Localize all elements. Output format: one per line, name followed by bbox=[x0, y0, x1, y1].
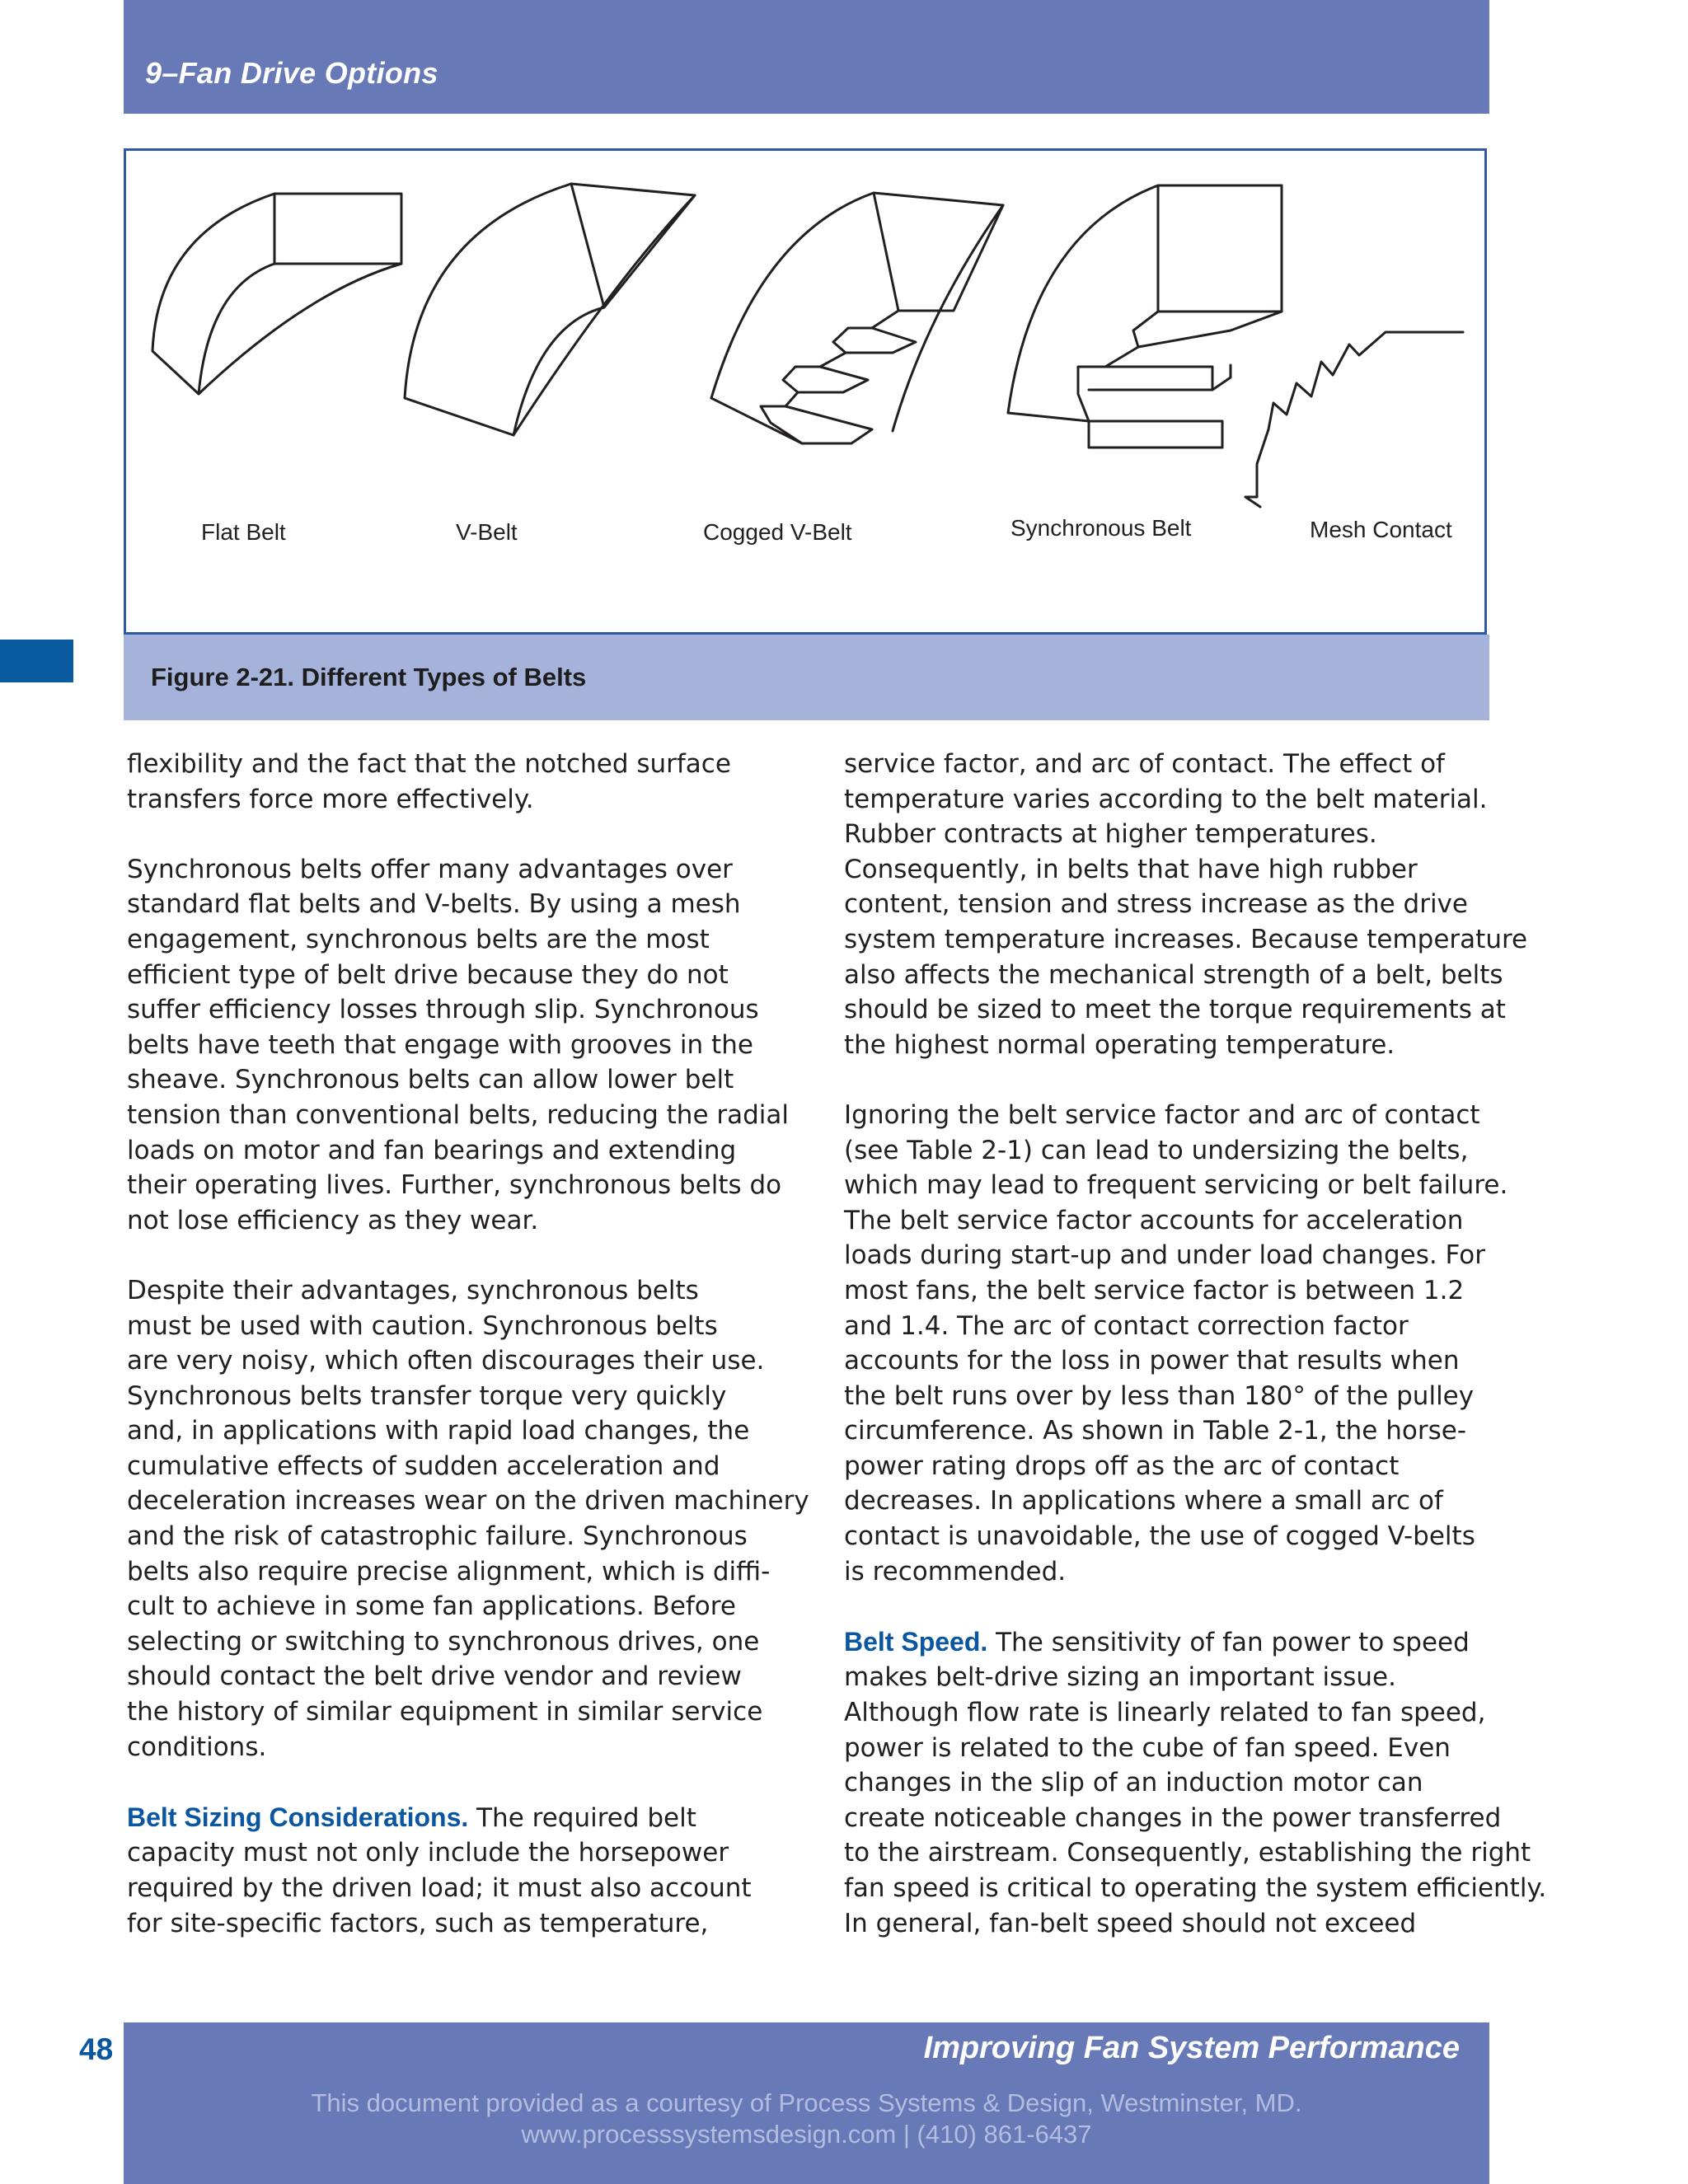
left-column bbox=[127, 747, 809, 1976]
synchronous-belt-drawing bbox=[1008, 185, 1282, 448]
text-line: belts also require precise alignment, which is diffi- bbox=[127, 1556, 771, 1586]
mesh-contact-drawing bbox=[1245, 332, 1463, 507]
courtesy-contact-line: www.processsystemsdesign.com | (410) 861-6437 bbox=[521, 2120, 1092, 2149]
text-line: makes belt-drive sizing an important issue. bbox=[844, 1662, 1396, 1693]
text-line: their operating lives. Further, synchronous belts do bbox=[127, 1170, 782, 1201]
text-line: tension than conventional belts, reducing the radial bbox=[127, 1099, 790, 1130]
paragraph bbox=[127, 747, 786, 817]
text-line: contact is unavoidable, the use of cogged V-belts bbox=[844, 1521, 1475, 1552]
paragraph bbox=[127, 1273, 809, 1765]
text-line: service factor, and arc of contact. The effect of bbox=[844, 749, 1445, 779]
belt-types-illustration bbox=[126, 151, 1489, 637]
text-line: Despite their advantages, synchronous belts bbox=[127, 1275, 699, 1305]
belt-speed-paragraph bbox=[844, 1624, 1547, 1941]
right-column bbox=[844, 747, 1547, 1976]
text-line: flexibility and the fact that the notched surface bbox=[127, 749, 731, 779]
mesh-contact-label: Mesh Contact bbox=[1310, 517, 1452, 542]
text-line: power rating drops off as the arc of contact bbox=[844, 1451, 1400, 1481]
text-line: In general, fan-belt speed should not exceed bbox=[844, 1908, 1417, 1938]
text-line: accounts for the loss in power that results when bbox=[844, 1346, 1460, 1376]
text-line: deceleration increases wear on the driven machinery bbox=[127, 1486, 809, 1516]
text-line: standard flat belts and V-belts. By using a mesh bbox=[127, 889, 741, 920]
flat-belt-label: Flat Belt bbox=[201, 519, 286, 545]
paragraph bbox=[127, 852, 790, 1239]
text-line: should contact the belt drive vendor and review bbox=[127, 1661, 742, 1692]
flat-belt-drawing bbox=[152, 194, 401, 394]
text-line: is recommended. bbox=[844, 1556, 1067, 1586]
text-line: (see Table 2-1) can lead to undersizing the belts, bbox=[844, 1135, 1469, 1165]
header-band bbox=[124, 0, 1489, 114]
belt-speed-heading: Belt Speed. bbox=[844, 1626, 988, 1657]
text-line: the belt runs over by less than 180° of the pulley bbox=[844, 1380, 1475, 1411]
cogged-v-belt-drawing bbox=[711, 193, 1003, 443]
synchronous-belt-label: Synchronous Belt bbox=[1010, 515, 1192, 541]
v-belt-drawing bbox=[405, 184, 695, 435]
text-line: conditions. bbox=[127, 1732, 267, 1762]
text-line: decreases. In applications where a small arc of bbox=[844, 1486, 1443, 1516]
text-span: The required belt bbox=[468, 1802, 696, 1833]
cogged-v-belt-label: Cogged V-Belt bbox=[703, 519, 852, 545]
figure-caption: Figure 2-21. Different Types of Belts bbox=[151, 663, 587, 691]
text-line: Although flow rate is linearly related to fan speed, bbox=[844, 1698, 1486, 1728]
text-line: not lose efficiency as they wear. bbox=[127, 1205, 539, 1235]
section-title: 9–Fan Drive Options bbox=[145, 56, 438, 90]
paragraph bbox=[844, 1098, 1508, 1589]
text-line: power is related to the cube of fan speed. Even bbox=[844, 1732, 1451, 1763]
text-line: the highest normal operating temperature. bbox=[844, 1029, 1395, 1060]
text-line: system temperature increases. Because temperature bbox=[844, 924, 1528, 954]
text-line: capacity must not only include the horsepower bbox=[127, 1838, 729, 1868]
text-line: cumulative effects of sudden acceleration and bbox=[127, 1451, 720, 1481]
page-number: 48 bbox=[79, 2032, 114, 2066]
text-line: required by the driven load; it must also account bbox=[127, 1873, 752, 1903]
text-line: Synchronous belts transfer torque very quickly bbox=[127, 1380, 727, 1411]
footer-band bbox=[124, 2022, 1489, 2184]
text-line: suffer efficiency losses through slip. Synchronous bbox=[127, 995, 759, 1025]
text-line: transfers force more effectively. bbox=[127, 784, 534, 814]
text-line: also affects the mechanical strength of a belt, belts bbox=[844, 959, 1503, 990]
courtesy-line: This document provided as a courtesy of Process Systems & Design, Westminster, MD. bbox=[311, 2088, 1302, 2117]
text-line: loads on motor and fan bearings and extending bbox=[127, 1135, 737, 1165]
belt-types-figure bbox=[124, 148, 1487, 635]
side-tab-marker bbox=[0, 640, 73, 682]
text-line: belts have teeth that engage with grooves in the bbox=[127, 1029, 753, 1060]
text-line: changes in the slip of an induction motor can bbox=[844, 1768, 1423, 1798]
text-line: content, tension and stress increase as the drive bbox=[844, 889, 1468, 920]
text-line: engagement, synchronous belts are the most bbox=[127, 924, 710, 954]
text-line: which may lead to frequent servicing or belt failure. bbox=[844, 1170, 1508, 1201]
text-line bbox=[844, 1624, 1503, 1661]
text-line: loads during start-up and under load changes. For bbox=[844, 1240, 1485, 1271]
text-line: Rubber contracts at higher temperatures. bbox=[844, 819, 1377, 850]
text-line: the history of similar equipment in similar service bbox=[127, 1697, 763, 1727]
text-line: should be sized to meet the torque requirements at bbox=[844, 995, 1506, 1025]
paragraph bbox=[844, 747, 1528, 1062]
text-span: The sensitivity of fan power to speed bbox=[987, 1627, 1470, 1657]
text-line: to the airstream. Consequently, establishing the right bbox=[844, 1838, 1531, 1868]
text-line: and 1.4. The arc of contact correction factor bbox=[844, 1310, 1409, 1341]
text-line: The belt service factor accounts for acceleration bbox=[844, 1205, 1464, 1235]
figure-caption-band bbox=[124, 635, 1489, 720]
text-line: create noticeable changes in the power transferred bbox=[844, 1802, 1502, 1833]
text-line: Ignoring the belt service factor and arc of contact bbox=[844, 1099, 1480, 1130]
text-line: and, in applications with rapid load changes, the bbox=[127, 1416, 750, 1446]
text-line: for site-specific factors, such as temperature, bbox=[127, 1908, 709, 1938]
text-line: temperature varies according to the belt material. bbox=[844, 784, 1488, 814]
text-line: circumference. As shown in Table 2-1, the horse- bbox=[844, 1416, 1467, 1446]
text-line: and the risk of catastrophic failure. Synchronous bbox=[127, 1521, 748, 1552]
text-line: Consequently, in belts that have high rubber bbox=[844, 854, 1418, 884]
text-line: most fans, the belt service factor is between 1.2 bbox=[844, 1275, 1465, 1305]
text-line: must be used with caution. Synchronous belts bbox=[127, 1310, 718, 1341]
text-line: selecting or switching to synchronous drives, one bbox=[127, 1626, 760, 1657]
text-line: Synchronous belts offer many advantages over bbox=[127, 854, 733, 884]
belt-sizing-heading: Belt Sizing Considerations. bbox=[127, 1802, 469, 1832]
belt-sizing-paragraph bbox=[127, 1800, 786, 1941]
text-line: efficient type of belt drive because they do not bbox=[127, 959, 729, 990]
v-belt-label: V-Belt bbox=[456, 519, 518, 545]
text-line: fan speed is critical to operating the system efficiently. bbox=[844, 1873, 1547, 1903]
publication-title: Improving Fan System Performance bbox=[923, 2031, 1460, 2065]
text-line bbox=[127, 1800, 786, 1836]
text-line: are very noisy, which often discourages their use. bbox=[127, 1346, 765, 1376]
text-line: cult to achieve in some fan applications. Before bbox=[127, 1591, 736, 1622]
text-line: sheave. Synchronous belts can allow lower belt bbox=[127, 1065, 734, 1095]
